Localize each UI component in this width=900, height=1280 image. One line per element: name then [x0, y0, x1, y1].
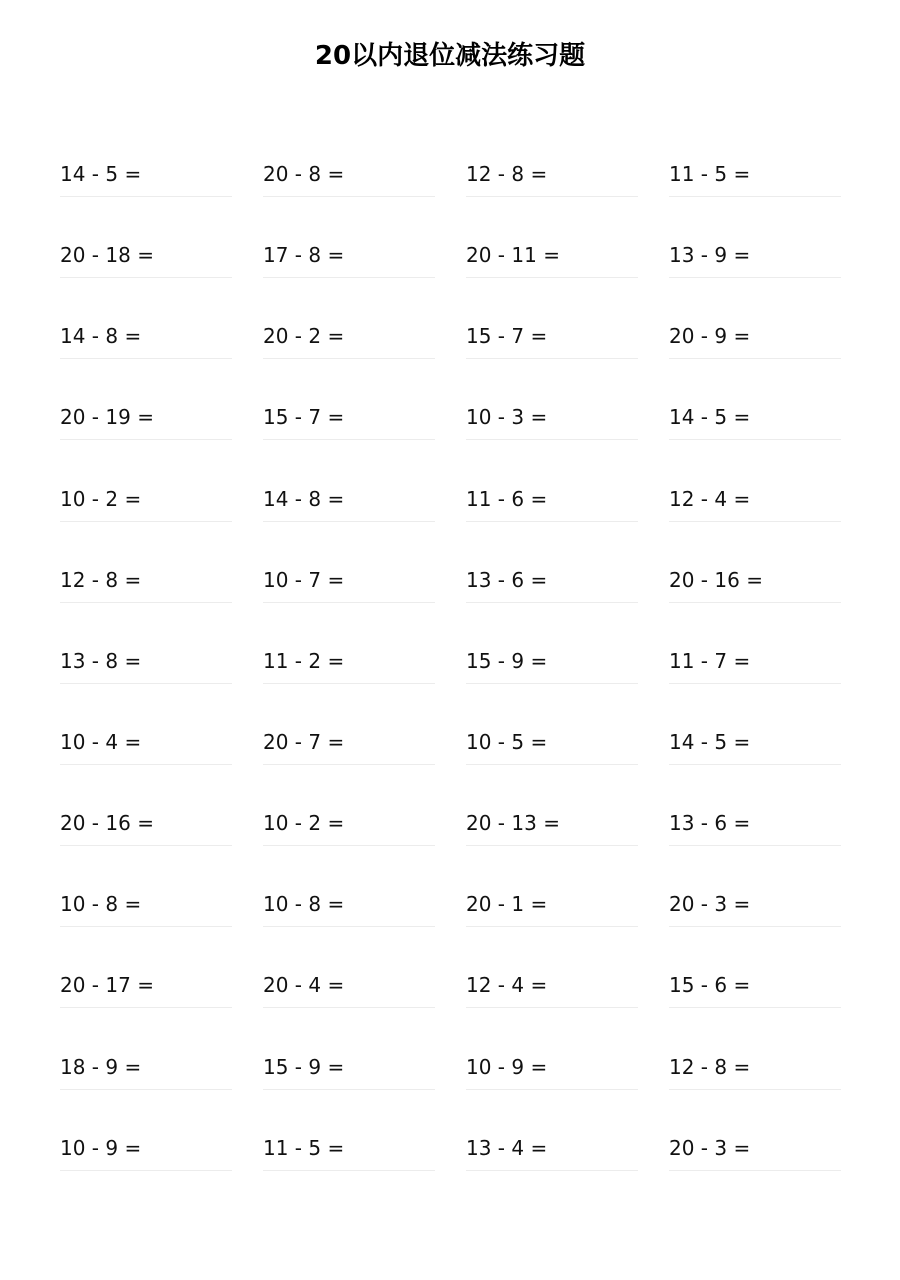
answer-line[interactable] [263, 1089, 435, 1090]
problem-cell [60, 471, 232, 552]
problem-cell [263, 389, 435, 470]
problem-cell [263, 714, 435, 795]
problem-cell [263, 1120, 435, 1201]
answer-line[interactable] [669, 196, 841, 197]
problem-text: 15 - 6 = [669, 973, 751, 998]
answer-line[interactable] [60, 602, 232, 603]
problem-cell [466, 552, 638, 633]
answer-line[interactable] [263, 1007, 435, 1008]
answer-line[interactable] [263, 277, 435, 278]
problem-text: 13 - 4 = [466, 1135, 548, 1160]
answer-line[interactable] [669, 277, 841, 278]
answer-line[interactable] [466, 439, 638, 440]
problem-cell [263, 471, 435, 552]
problem-text: 20 - 7 = [263, 729, 345, 754]
problem-cell [466, 471, 638, 552]
answer-line[interactable] [263, 521, 435, 522]
problem-cell [60, 552, 232, 633]
answer-line[interactable] [669, 439, 841, 440]
problem-text: 13 - 9 = [669, 243, 751, 268]
problem-cell [669, 1120, 841, 1201]
problem-text: 10 - 5 = [466, 729, 548, 754]
problem-text: 20 - 8 = [263, 162, 345, 186]
answer-line[interactable] [263, 439, 435, 440]
answer-line[interactable] [466, 521, 638, 522]
problem-cell [669, 471, 841, 552]
problem-cell [669, 1039, 841, 1120]
problem-text: 12 - 8 = [60, 567, 142, 592]
answer-line[interactable] [263, 1170, 435, 1171]
problem-text: 13 - 6 = [466, 567, 548, 592]
problem-text: 15 - 9 = [466, 648, 548, 673]
problem-cell [263, 146, 435, 227]
problem-cell [60, 633, 232, 714]
problem-text: 15 - 7 = [263, 405, 345, 430]
problem-cell [60, 876, 232, 957]
problem-text: 20 - 3 = [669, 892, 751, 917]
problem-cell [60, 1039, 232, 1120]
problem-text: 14 - 8 = [60, 324, 142, 349]
problem-cell [466, 714, 638, 795]
problem-text: 14 - 5 = [669, 729, 751, 754]
problem-cell [669, 633, 841, 714]
answer-line[interactable] [466, 1170, 638, 1171]
problem-cell [60, 1120, 232, 1201]
problem-cell [263, 795, 435, 876]
problem-cell [60, 146, 232, 227]
problem-text: 10 - 9 = [466, 1054, 548, 1079]
problem-cell [60, 957, 232, 1038]
problem-text: 12 - 4 = [466, 973, 548, 998]
answer-line[interactable] [669, 358, 841, 359]
problem-text: 14 - 5 = [60, 162, 142, 186]
answer-line[interactable] [669, 1007, 841, 1008]
answer-line[interactable] [60, 277, 232, 278]
problem-cell [60, 714, 232, 795]
problem-cell [466, 389, 638, 470]
answer-line[interactable] [466, 845, 638, 846]
problem-text: 20 - 1 = [466, 892, 548, 917]
problem-cell [669, 552, 841, 633]
problem-cell [466, 1039, 638, 1120]
problem-cell [669, 227, 841, 308]
answer-line[interactable] [60, 926, 232, 927]
answer-line[interactable] [466, 602, 638, 603]
answer-line[interactable] [263, 764, 435, 765]
problem-cell [466, 1120, 638, 1201]
problem-cell [669, 389, 841, 470]
problem-text: 20 - 17 = [60, 973, 154, 998]
problem-text: 12 - 8 = [466, 162, 548, 186]
answer-line[interactable] [60, 1007, 232, 1008]
problem-text: 12 - 4 = [669, 486, 751, 511]
problem-text: 18 - 9 = [60, 1054, 142, 1079]
problem-cell [263, 957, 435, 1038]
answer-line[interactable] [60, 196, 232, 197]
problem-text: 14 - 8 = [263, 486, 345, 511]
problem-text: 11 - 6 = [466, 486, 548, 511]
answer-line[interactable] [466, 1007, 638, 1008]
answer-line[interactable] [466, 196, 638, 197]
problem-text: 10 - 3 = [466, 405, 548, 430]
problem-cell [263, 633, 435, 714]
problem-text: 13 - 6 = [669, 811, 751, 836]
answer-line[interactable] [263, 602, 435, 603]
answer-line[interactable] [60, 1170, 232, 1171]
answer-line[interactable] [669, 1089, 841, 1090]
problem-cell [263, 552, 435, 633]
problem-cell [60, 389, 232, 470]
problem-cell [669, 795, 841, 876]
problem-text: 13 - 8 = [60, 648, 142, 673]
answer-line[interactable] [466, 1089, 638, 1090]
problem-text: 20 - 16 = [60, 811, 154, 836]
problem-text: 15 - 9 = [263, 1054, 345, 1079]
problem-cell [669, 876, 841, 957]
answer-line[interactable] [60, 764, 232, 765]
answer-line[interactable] [466, 358, 638, 359]
problem-cell [669, 308, 841, 389]
answer-line[interactable] [669, 602, 841, 603]
problem-grid [60, 146, 840, 1201]
problem-cell [466, 146, 638, 227]
page-title: 20以内退位减法练习题 [314, 41, 586, 71]
problem-cell [60, 795, 232, 876]
problem-text: 10 - 9 = [60, 1135, 142, 1160]
answer-line[interactable] [263, 845, 435, 846]
problem-text: 20 - 13 = [466, 811, 560, 836]
problem-text: 11 - 5 = [263, 1135, 345, 1160]
problem-text: 11 - 2 = [263, 648, 345, 673]
answer-line[interactable] [263, 683, 435, 684]
answer-line[interactable] [263, 358, 435, 359]
answer-line[interactable] [669, 926, 841, 927]
answer-line[interactable] [60, 439, 232, 440]
answer-line[interactable] [60, 358, 232, 359]
answer-line[interactable] [60, 845, 232, 846]
problem-text: 20 - 18 = [60, 243, 154, 268]
problem-text: 10 - 2 = [263, 811, 345, 836]
problem-text: 20 - 4 = [263, 973, 345, 998]
answer-line[interactable] [669, 845, 841, 846]
problem-cell [669, 146, 841, 227]
answer-line[interactable] [466, 277, 638, 278]
answer-line[interactable] [466, 926, 638, 927]
problem-cell [669, 714, 841, 795]
problem-text: 20 - 3 = [669, 1135, 751, 1160]
problem-text: 10 - 2 = [60, 486, 142, 511]
problem-cell [466, 876, 638, 957]
problem-cell [60, 227, 232, 308]
problem-cell [60, 308, 232, 389]
problem-text: 20 - 11 = [466, 243, 560, 268]
answer-line[interactable] [60, 521, 232, 522]
answer-line[interactable] [669, 521, 841, 522]
problem-text: 12 - 8 = [669, 1054, 751, 1079]
problem-text: 20 - 9 = [669, 324, 751, 349]
problem-text: 17 - 8 = [263, 243, 345, 268]
problem-text: 11 - 5 = [669, 162, 751, 186]
problem-text: 10 - 4 = [60, 729, 142, 754]
problem-text: 20 - 16 = [669, 567, 763, 592]
problem-text: 20 - 2 = [263, 324, 345, 349]
problem-cell [263, 227, 435, 308]
problem-cell [466, 308, 638, 389]
problem-cell [669, 957, 841, 1038]
problem-text: 11 - 7 = [669, 648, 751, 673]
problem-cell [263, 308, 435, 389]
problem-text: 10 - 8 = [263, 892, 345, 917]
problem-text: 10 - 7 = [263, 567, 345, 592]
problem-cell [466, 957, 638, 1038]
answer-line[interactable] [669, 1170, 841, 1171]
problem-cell [263, 1039, 435, 1120]
problem-text: 15 - 7 = [466, 324, 548, 349]
answer-line[interactable] [669, 764, 841, 765]
answer-line[interactable] [669, 683, 841, 684]
problem-cell [466, 795, 638, 876]
problem-cell [466, 633, 638, 714]
problem-text: 20 - 19 = [60, 405, 154, 430]
problem-text: 10 - 8 = [60, 892, 142, 917]
problem-cell [466, 227, 638, 308]
answer-line[interactable] [466, 764, 638, 765]
problem-cell [263, 876, 435, 957]
problem-text: 14 - 5 = [669, 405, 751, 430]
answer-line[interactable] [60, 683, 232, 684]
answer-line[interactable] [60, 1089, 232, 1090]
answer-line[interactable] [263, 926, 435, 927]
answer-line[interactable] [263, 196, 435, 197]
answer-line[interactable] [466, 683, 638, 684]
